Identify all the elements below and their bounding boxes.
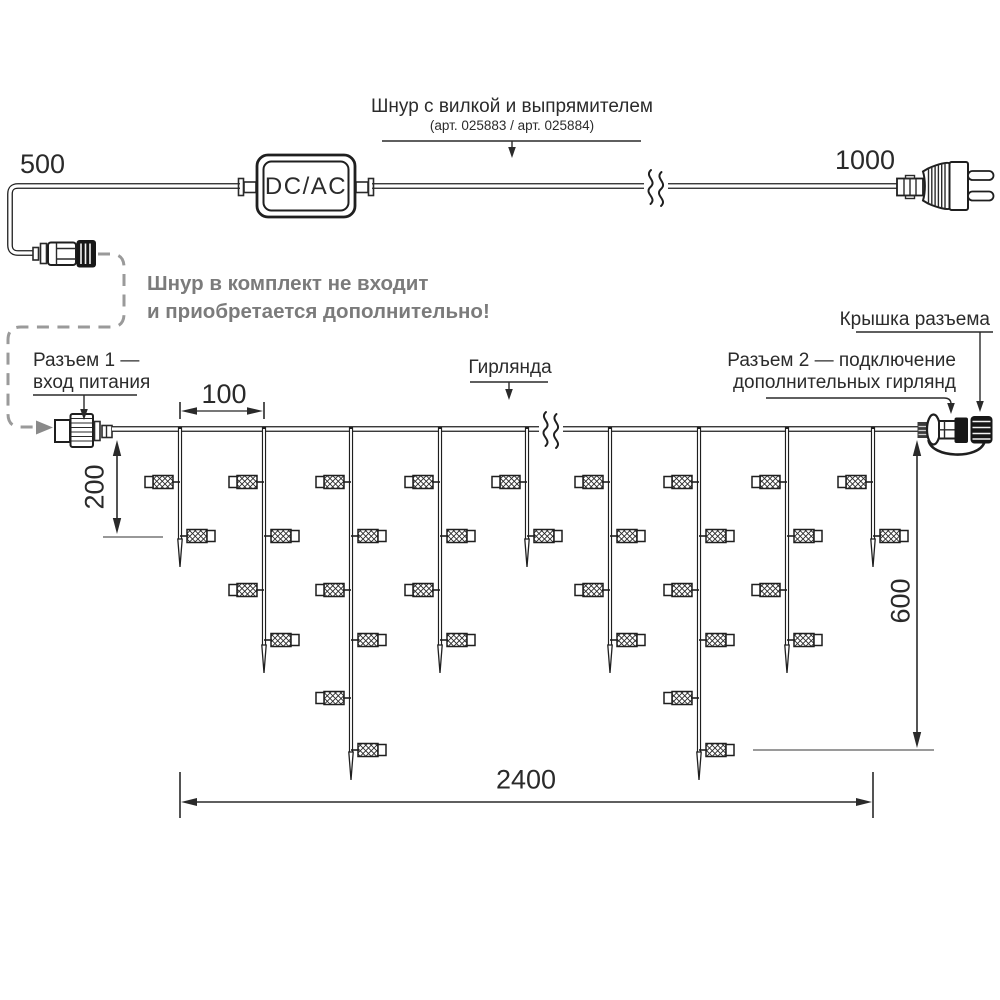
bulb-right	[351, 634, 386, 647]
dc-output-connector	[33, 240, 96, 268]
bulb-left	[664, 584, 699, 597]
bulb-right	[264, 530, 299, 543]
cord-label-leader	[382, 141, 641, 158]
garland-drop-medium	[575, 427, 645, 673]
bulb-right	[351, 530, 386, 543]
garland-drop-medium	[229, 427, 299, 673]
connector1-label	[33, 350, 150, 393]
bulb-left	[316, 692, 351, 705]
bulb-right	[610, 530, 645, 543]
garland-label-leader	[470, 382, 548, 400]
drop-tip	[178, 539, 182, 567]
garland-drop-long	[316, 427, 386, 780]
drop-tip	[697, 752, 701, 780]
garland-drop-short	[838, 427, 908, 567]
connector1-label-line1: Разъем 1 —	[33, 350, 140, 371]
converter-label: DC/AC	[264, 173, 348, 200]
cord-title-label: Шнур с вилкой и выпрямителем	[371, 96, 653, 117]
garland-break-mark	[543, 412, 558, 448]
garland-drop-medium	[752, 427, 822, 673]
drop-tip	[262, 645, 266, 673]
bulb-left	[492, 476, 527, 489]
note-line-1: Шнур в комплект не входит	[147, 272, 429, 295]
connector1-label-leader	[33, 395, 137, 420]
drop-tip	[608, 645, 612, 673]
bulb-left	[752, 584, 787, 597]
bulb-right	[699, 634, 734, 647]
garland-drop-short	[145, 427, 215, 567]
bulb-left	[405, 584, 440, 597]
connector2-label-line2: дополнительных гирлянд	[732, 371, 956, 393]
note-line-2: и приобретается дополнительно!	[147, 300, 490, 323]
connector2-label-line1: Разъем 2 — подключение	[727, 350, 956, 371]
bulb-left	[664, 476, 699, 489]
bulb-right	[264, 634, 299, 647]
garland-drops	[145, 427, 908, 780]
garland-label: Гирлянда	[468, 357, 552, 378]
drop-tip	[785, 645, 789, 673]
dimension-100-label: 100	[201, 379, 247, 409]
bulb-right	[180, 530, 215, 543]
bulb-right	[787, 530, 822, 543]
bulb-left	[229, 476, 264, 489]
bulb-left	[838, 476, 873, 489]
dimension-600-label: 600	[885, 578, 916, 624]
bulb-left	[575, 476, 610, 489]
bulb-left	[316, 476, 351, 489]
dashed-connection-path	[8, 254, 124, 435]
bulb-right	[699, 744, 734, 757]
garland-drop-short	[492, 427, 562, 567]
bulb-left	[229, 584, 264, 597]
connector2-label-leader	[766, 398, 955, 414]
cord-left-length-label: 500	[20, 149, 66, 179]
cord-articles-label: (арт. 025883 / арт. 025884)	[429, 118, 595, 133]
dimension-200-label: 200	[79, 464, 110, 510]
bulb-right	[351, 744, 386, 757]
drop-tip	[438, 645, 442, 673]
bulb-left	[664, 692, 699, 705]
bulb-right	[699, 530, 734, 543]
cord-right-length-label: 1000	[835, 145, 896, 175]
power-plug	[897, 160, 994, 212]
garland-drop-long	[664, 427, 734, 780]
bulb-left	[575, 584, 610, 597]
garland-drop-medium	[405, 427, 475, 673]
cord-break-mark	[648, 170, 663, 206]
drop-tip	[871, 539, 875, 567]
bulb-left	[405, 476, 440, 489]
connector-cap	[971, 416, 993, 444]
drop-tip	[349, 752, 353, 780]
bulb-right	[440, 634, 475, 647]
bulb-right	[873, 530, 908, 543]
connector2-label	[700, 350, 956, 393]
bulb-right	[440, 530, 475, 543]
cord-not-included-note	[147, 270, 490, 326]
garland-input-connector	[55, 414, 112, 447]
connector1-label-line2: вход питания	[33, 371, 151, 393]
cap-label: Крышка разъема	[839, 309, 990, 330]
bulb-right	[527, 530, 562, 543]
bulb-right	[610, 634, 645, 647]
bulb-left	[752, 476, 787, 489]
dimension-2400-label: 2400	[495, 764, 557, 795]
bulb-left	[145, 476, 180, 489]
bulb-left	[316, 584, 351, 597]
drop-tip	[525, 539, 529, 567]
bulb-right	[787, 634, 822, 647]
dashed-path-arrowhead	[36, 421, 53, 435]
